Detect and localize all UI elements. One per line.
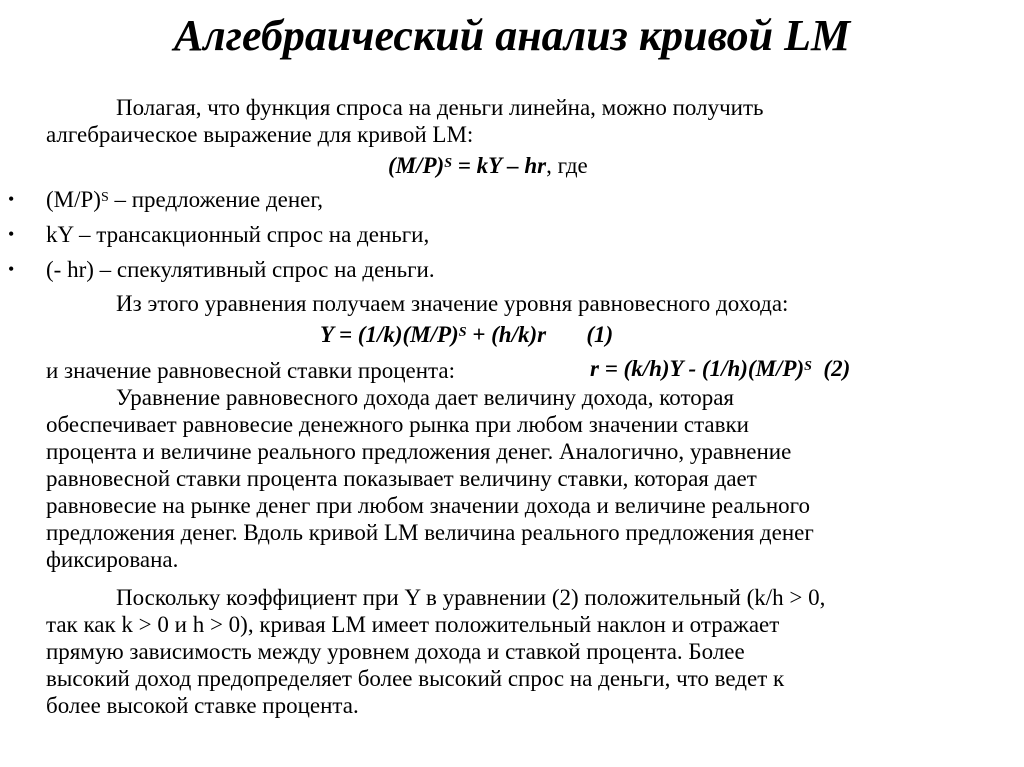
page-title: Алгебраический анализ кривой LM <box>173 11 851 60</box>
formula-r-sup: S <box>804 359 812 374</box>
formula-lm-sup: S <box>444 156 453 171</box>
rate-line-text: и значение равновесной ставки процента: <box>46 358 455 383</box>
para2-line: Поскольку коэффициент при Y в уравнении (2) положительный (k/h > 0, <box>116 585 826 610</box>
formula-y-sup: S <box>458 325 467 340</box>
formula-lm-right: = kY – hr <box>452 153 547 178</box>
bullet-marker: • <box>8 224 15 244</box>
rate-line <box>46 357 455 384</box>
para2-line: так как k > 0 и h > 0), кривая LM имеет положительный наклон и отражает <box>46 612 780 637</box>
para2-line: прямую зависимость между уровнем дохода и ставкой процента. Более <box>46 639 745 664</box>
para1-line: равновесной ставки процента показывает величину ставки, которая дает <box>46 466 757 491</box>
para2-line: более высокой ставке процента. <box>46 693 359 718</box>
bullet-marker: • <box>8 189 15 209</box>
para1-line: фиксирована. <box>46 547 179 572</box>
from-equation-line: Из этого уравнения получаем значение уровня равновесного дохода: <box>116 291 789 316</box>
bullet-item-transaction-demand: kY – трансакционный спрос на деньги, <box>46 222 430 247</box>
intro-line-2: алгебраическое выражение для кривой LM: <box>46 122 474 147</box>
formula-r-left: r = (k/h)Y - (1/h)(M/P) <box>590 356 805 381</box>
formula-y <box>320 321 613 348</box>
bullet-marker: • <box>8 259 15 279</box>
bullet-item-money-supply <box>46 186 323 213</box>
bullet-item-speculative-demand: (- hr) – спекулятивный спрос на деньги. <box>46 257 435 282</box>
para2-line: высокий доход предопределяет более высокий спрос на деньги, что ведет к <box>46 666 785 691</box>
para1-line: предложения денег. Вдоль кривой LM величина реального предложения денег <box>46 520 814 545</box>
bullet-sup: S <box>100 190 109 205</box>
formula-y-right: + (h/k)r (1) <box>466 322 614 347</box>
formula-lm-tail: , где <box>546 153 588 178</box>
para1-line: обеспечивает равновесие денежного рынка при любом значении ставки <box>46 412 749 437</box>
para1-line: Уравнение равновесного дохода дает величину дохода, которая <box>116 385 735 410</box>
bullet-text: – предложение денег, <box>108 187 323 212</box>
para1-line: равновесие на рынке денег при любом значении дохода и величине реального <box>46 493 810 518</box>
para1-line: процента и величине реального предложения денег. Аналогично, уравнение <box>46 439 792 464</box>
formula-y-left: Y = (1/k)(M/P) <box>320 322 459 347</box>
bullet-text: (M/P) <box>46 187 101 212</box>
intro-line-1: Полагая, что функция спроса на деньги линейна, можно получить <box>116 95 764 120</box>
formula-lm-left: (M/P) <box>388 153 445 178</box>
formula-r <box>590 355 850 382</box>
formula-lm <box>388 152 588 179</box>
formula-r-num: (2) <box>811 356 851 381</box>
